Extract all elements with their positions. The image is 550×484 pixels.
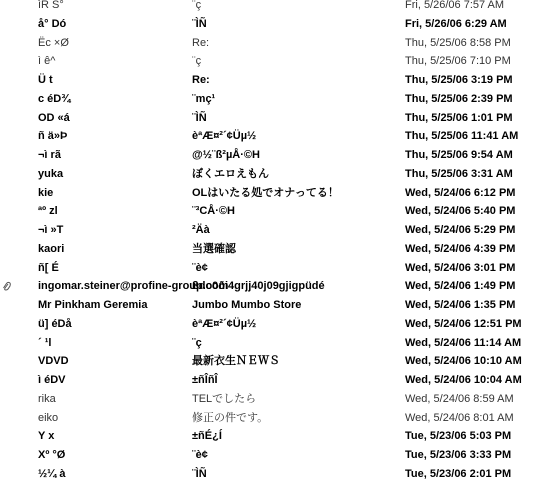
message-received: Tue, 5/23/06 2:01 PM bbox=[405, 467, 512, 480]
message-row[interactable] bbox=[0, 296, 550, 315]
message-row[interactable] bbox=[0, 184, 550, 203]
message-from: ñ ä»Þ bbox=[38, 130, 68, 143]
message-row[interactable] bbox=[0, 446, 550, 465]
message-row[interactable] bbox=[0, 34, 550, 53]
message-received: Thu, 5/25/06 11:41 AM bbox=[405, 130, 519, 143]
message-subject: TELでしたら bbox=[192, 392, 257, 405]
message-subject: èªÆ¤²´¢Üµ½ bbox=[192, 317, 257, 330]
message-subject: ¨ç bbox=[192, 55, 202, 68]
message-subject: 最新衣生ＮＥＷＳ bbox=[192, 355, 280, 368]
message-received: Wed, 5/24/06 6:12 PM bbox=[405, 186, 516, 199]
message-row[interactable] bbox=[0, 90, 550, 109]
message-from: ¬ì »T bbox=[38, 224, 64, 236]
message-row[interactable] bbox=[0, 109, 550, 128]
message-received: Wed, 5/24/06 5:29 PM bbox=[405, 224, 516, 236]
message-from: ªº zl bbox=[38, 205, 58, 218]
message-from: ´ ¹l bbox=[38, 336, 52, 349]
paperclip-icon bbox=[2, 281, 11, 292]
message-subject: ¨³CÅ·©H bbox=[192, 205, 235, 218]
message-from: ü] éDå bbox=[38, 317, 72, 330]
message-subject: èªÆ¤²´¢Üµ½ bbox=[192, 130, 257, 143]
message-row[interactable] bbox=[0, 409, 550, 428]
message-from: Ü t bbox=[38, 74, 53, 86]
message-received: Wed, 5/24/06 10:10 AM bbox=[405, 355, 522, 368]
message-subject: ¨è¢ bbox=[192, 261, 208, 274]
message-received: Fri, 5/26/06 7:57 AM bbox=[405, 0, 505, 11]
message-received: Wed, 5/24/06 1:35 PM bbox=[405, 299, 516, 311]
message-received: Wed, 5/24/06 4:39 PM bbox=[405, 242, 516, 255]
message-received: Wed, 5/24/06 10:04 AM bbox=[405, 374, 522, 386]
message-received: Tue, 5/23/06 5:03 PM bbox=[405, 430, 512, 443]
message-row[interactable] bbox=[0, 240, 550, 259]
message-subject: @½¨ß²µÅ·©H bbox=[192, 149, 260, 161]
message-received: Thu, 5/25/06 3:19 PM bbox=[405, 74, 513, 86]
message-row[interactable] bbox=[0, 334, 550, 353]
message-from: ñ[ É bbox=[38, 261, 59, 274]
message-row[interactable] bbox=[0, 352, 550, 371]
message-row[interactable] bbox=[0, 315, 550, 334]
message-row[interactable] bbox=[0, 146, 550, 165]
message-from: Xº °Ø bbox=[38, 449, 66, 461]
message-row[interactable] bbox=[0, 15, 550, 34]
message-from: ìR S° bbox=[38, 0, 64, 11]
message-row[interactable] bbox=[0, 427, 550, 446]
message-from: VDVD bbox=[38, 355, 69, 368]
message-row[interactable] bbox=[0, 0, 550, 15]
message-row[interactable] bbox=[0, 165, 550, 184]
message-received: Thu, 5/25/06 1:01 PM bbox=[405, 111, 513, 124]
message-subject: ¨mç¹ bbox=[192, 92, 216, 105]
message-row[interactable] bbox=[0, 259, 550, 278]
message-from: Ëc ×Ø bbox=[38, 36, 69, 49]
message-subject: ¨ç bbox=[192, 336, 202, 349]
message-received: Fri, 5/26/06 6:29 AM bbox=[405, 17, 507, 30]
message-from: ¬ì rã bbox=[38, 149, 61, 161]
message-row[interactable] bbox=[0, 52, 550, 71]
message-from: c éD¾ bbox=[38, 92, 71, 105]
message-received: Wed, 5/24/06 8:01 AM bbox=[405, 411, 514, 424]
message-subject: Jumbo Mumbo Store bbox=[192, 299, 302, 311]
message-row[interactable] bbox=[0, 277, 550, 296]
message-subject: ぼくエロえもん bbox=[192, 167, 269, 180]
message-row[interactable] bbox=[0, 390, 550, 409]
message-subject: Re: bbox=[192, 36, 210, 49]
message-received: Wed, 5/24/06 12:51 PM bbox=[405, 317, 522, 330]
message-received: Thu, 5/25/06 9:54 AM bbox=[405, 149, 513, 161]
message-subject: 当選確認 bbox=[192, 242, 236, 255]
message-from: kaori bbox=[38, 242, 65, 255]
message-subject: Re: bbox=[192, 74, 210, 86]
message-from: ì éDV bbox=[38, 374, 66, 386]
message-received: Thu, 5/25/06 2:39 PM bbox=[405, 92, 513, 105]
message-from: kie bbox=[38, 186, 54, 199]
message-from: Mr Pinkham Geremia bbox=[38, 299, 148, 311]
message-received: Wed, 5/24/06 8:59 AM bbox=[405, 392, 514, 405]
message-received: Thu, 5/25/06 8:58 PM bbox=[405, 36, 511, 49]
message-from: ingomar.steiner@profine-group.com bbox=[38, 280, 229, 293]
message-subject: ±ñÉ¿Í bbox=[192, 430, 222, 443]
message-subject: ¨ç bbox=[192, 0, 202, 11]
message-received: Wed, 5/24/06 3:01 PM bbox=[405, 261, 516, 274]
message-row[interactable] bbox=[0, 127, 550, 146]
message-subject: ±ñÎñÎ bbox=[192, 374, 218, 386]
message-subject: ¨ÌÑ bbox=[192, 111, 207, 124]
message-row[interactable] bbox=[0, 221, 550, 240]
message-subject: ¨ÌÑ bbox=[192, 467, 207, 480]
message-subject: OLはいたる処でオナってる！ bbox=[192, 186, 339, 199]
message-subject: ¨è¢ bbox=[192, 449, 208, 461]
message-row[interactable] bbox=[0, 371, 550, 390]
message-subject: ¨ÌÑ bbox=[192, 17, 207, 30]
message-received: Wed, 5/24/06 1:49 PM bbox=[405, 280, 516, 293]
message-row[interactable] bbox=[0, 202, 550, 221]
message-from: eiko bbox=[38, 411, 59, 424]
message-received: Thu, 5/25/06 7:10 PM bbox=[405, 55, 511, 68]
message-subject: ²Äà bbox=[192, 224, 210, 236]
message-row[interactable] bbox=[0, 465, 550, 484]
message-received: Wed, 5/24/06 5:40 PM bbox=[405, 205, 516, 218]
message-from: ½¼ à bbox=[38, 467, 66, 480]
message-from: Y x bbox=[38, 430, 55, 443]
message-from: yuka bbox=[38, 167, 64, 180]
message-received: Tue, 5/23/06 3:33 PM bbox=[405, 449, 512, 461]
message-subject: 修正の件です。 bbox=[192, 411, 269, 424]
message-from: ì ê^ bbox=[38, 55, 56, 68]
message-from: å° Dó bbox=[38, 17, 67, 30]
message-received: Wed, 5/24/06 11:14 AM bbox=[405, 336, 522, 349]
message-from: rika bbox=[38, 392, 56, 405]
message-subject: ßdo0ði4grjj40j09gjigpüdé bbox=[192, 280, 325, 293]
message-row[interactable] bbox=[0, 71, 550, 90]
message-from: OD «á bbox=[38, 111, 70, 124]
message-received: Thu, 5/25/06 3:31 AM bbox=[405, 167, 513, 180]
